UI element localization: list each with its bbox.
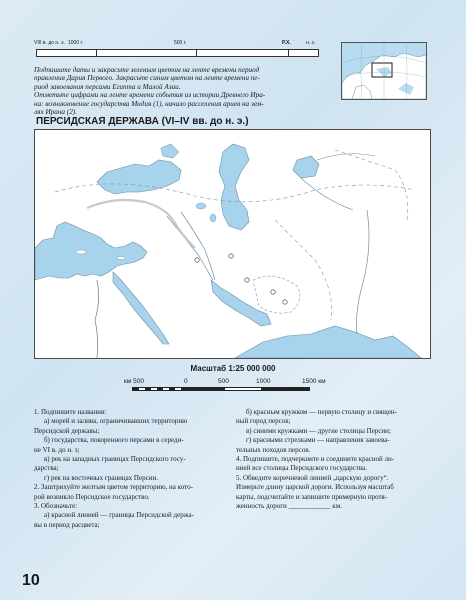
question-line: Персидской державы; — [34, 426, 100, 435]
scale-label: 0 — [184, 378, 188, 385]
scale-bar — [124, 378, 332, 400]
scale-title: Масштаб 1:25 000 000 — [190, 364, 276, 373]
mediterranean-sea — [35, 222, 147, 280]
question-line: 1. Подпишите названия: — [34, 408, 107, 416]
lake-urmia — [210, 214, 216, 222]
city-circle — [245, 278, 249, 282]
syr-darya-river — [317, 154, 375, 160]
city-circle — [195, 258, 199, 262]
indus-river — [357, 210, 370, 334]
question-line: г) красными стрелками — направления завоева- — [246, 436, 390, 445]
question-line: карты, подсчитайте и запишите примерную протя- — [236, 492, 388, 501]
timeline-label: 500 г. — [174, 40, 187, 46]
question-line: женность дороги ____________ км. — [236, 502, 342, 511]
scale-label: 500 — [218, 378, 229, 385]
questions-right-column — [236, 408, 432, 511]
timeline-label: н. э. — [306, 40, 316, 46]
question-line: тельных походов персов. — [236, 445, 311, 454]
island — [76, 250, 86, 254]
city-circle — [283, 300, 287, 304]
map-title: ПЕРСИДСКАЯ ДЕРЖАВА (VI–IV вв. до н. э.) — [36, 116, 249, 127]
highland-outline — [253, 276, 300, 313]
page-number: 10 — [22, 572, 40, 589]
island — [117, 257, 125, 260]
question-line: Измерьте длину царской дороги. Используя масштаб — [236, 483, 394, 492]
scale-label: 1000 — [256, 378, 271, 385]
globe-inset-map — [341, 42, 427, 100]
amu-darya-river — [301, 178, 353, 210]
timeline-label: Р.Х. — [282, 40, 291, 46]
scale-label: км 500 — [124, 378, 144, 385]
question-line: нией все столицы Персидского государства. — [236, 464, 367, 473]
timeline-bar — [36, 49, 319, 57]
question-line: в) синими кружками — другие столицы Персии; — [246, 426, 391, 435]
persian-gulf — [211, 280, 271, 326]
intro-line: Отметьте цифрами на ленте времени события из истории Древнего Ира- — [34, 91, 266, 100]
questions-left-column — [34, 408, 230, 530]
border-line — [275, 220, 332, 320]
city-circle — [271, 290, 275, 294]
intro-line: Подпишите даты и закрасьте зеленым цветом на ленте времени период — [34, 66, 260, 74]
question-line: 5. Обведите коричневой линией „царскую дорогу“. — [236, 473, 389, 482]
question-line: рой возникло Персидское государство. — [34, 492, 150, 501]
lake-van — [196, 203, 206, 209]
timeline — [34, 40, 319, 62]
question-line: вы в период расцвета; — [34, 520, 100, 529]
scale-segment — [224, 387, 262, 391]
question-line: 2. Заштрихуйте желтым цветом территорию, на кото- — [34, 483, 193, 492]
scale-label: 1500 км — [302, 378, 326, 385]
black-sea — [97, 160, 181, 194]
timeline-tick — [36, 49, 37, 57]
nile-river — [95, 280, 99, 358]
question-line: ный город персов; — [236, 417, 291, 426]
aral-sea — [293, 156, 319, 178]
border-line — [335, 150, 408, 220]
question-line: не VI в. до н. э; — [34, 445, 80, 454]
scale-segment — [186, 387, 224, 391]
tigris-river — [181, 212, 215, 280]
question-line: а) красной линией — границы Персидской держа- — [44, 511, 194, 520]
question-line: в) рек на западных границах Персидского госу- — [44, 455, 186, 464]
contour-map — [34, 129, 431, 359]
intro-line: лях Ирана (2). — [34, 108, 77, 117]
timeline-tick — [196, 49, 197, 57]
scale-segment — [132, 387, 186, 391]
question-line: дарства; — [34, 464, 59, 473]
contour-map-svg — [35, 130, 430, 358]
timeline-tick — [288, 49, 289, 57]
question-line: а) морей и залива, ограничивавших территорию — [44, 417, 188, 426]
globe-inset-svg — [342, 43, 426, 99]
intro-line: на: возникновение государства Мидия (1), начало расселения ариев на зем- — [34, 99, 264, 108]
caspian-sea — [219, 144, 249, 230]
intro-line: риод завоевания персами Египта и Малой Азии. — [34, 82, 181, 91]
timeline-tick — [96, 49, 97, 57]
timeline-label: VIII в. до н. э. — [34, 40, 65, 46]
timeline-label: 1000 г. — [68, 40, 84, 46]
question-line: 3. Обозначьте: — [34, 502, 78, 511]
azov-sea — [161, 144, 179, 158]
question-line: б) красным кружком — первую столицу и священ- — [246, 408, 398, 416]
question-line: б) государства, покоренного персами в середи- — [44, 436, 184, 445]
question-line: 4. Подпишите, подчеркните и соедините красной ли- — [236, 455, 395, 464]
city-circle — [229, 254, 233, 258]
scale-segment — [262, 387, 310, 391]
intro-instructions — [34, 66, 334, 116]
intro-line: правления Дария Первого. Закрасьте синим цветом на ленте времени пе- — [34, 74, 260, 83]
arabian-sea — [235, 326, 421, 358]
question-line: г) рек на восточных границах Персии. — [44, 473, 158, 482]
red-sea — [113, 272, 169, 344]
